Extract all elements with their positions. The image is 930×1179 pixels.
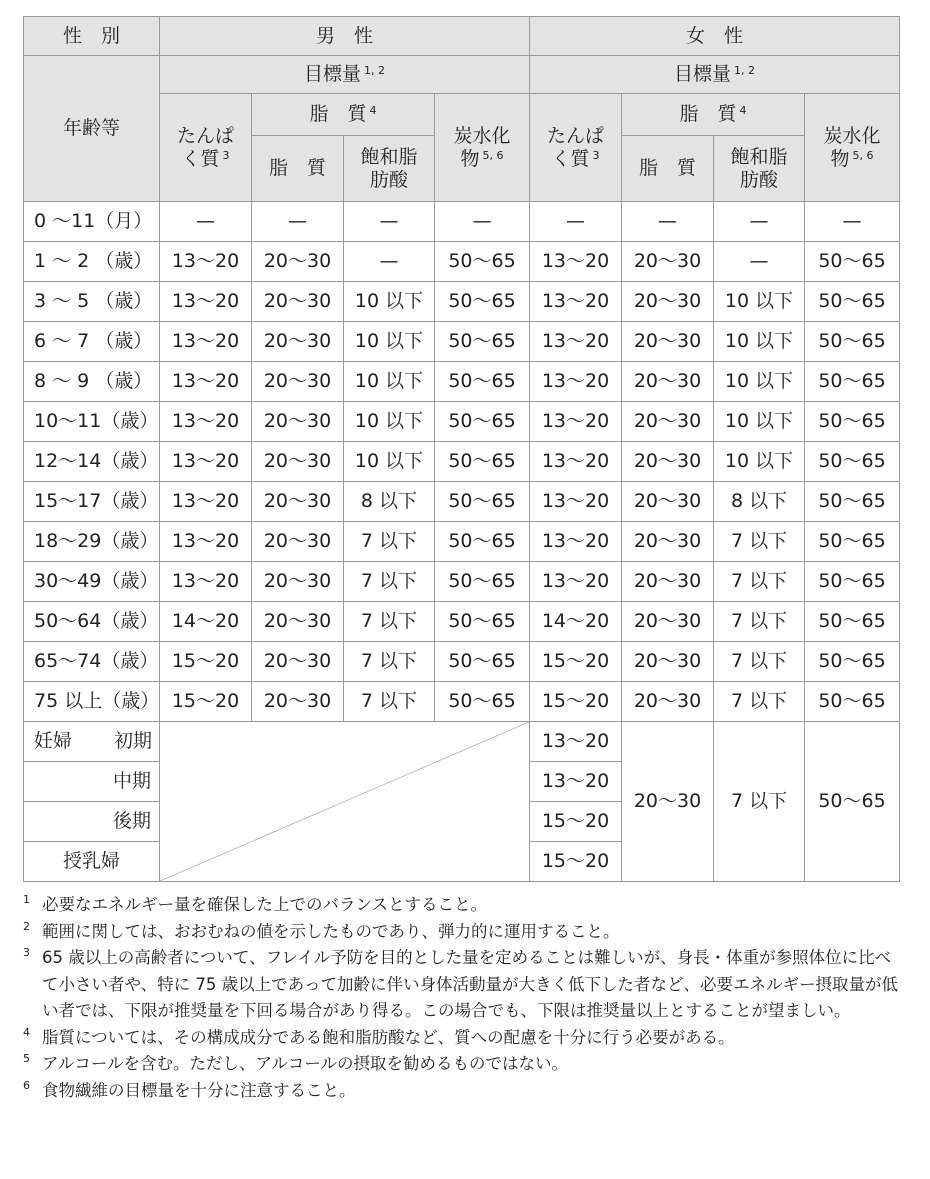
table-row — [24, 482, 900, 522]
male-header: 男 性 — [160, 17, 530, 56]
f-fat-cell: 20～30 — [622, 482, 714, 522]
m-fat-cell: — — [252, 202, 344, 242]
f-sat-cell: 10 以下 — [714, 322, 805, 362]
m-sat-cell: 7 以下 — [344, 562, 435, 602]
age-cell: 10～11（歳） — [24, 402, 160, 442]
footnote — [23, 1078, 903, 1105]
table-row — [24, 522, 900, 562]
f-protein-cell: 15～20 — [530, 682, 622, 722]
f-sat-cell: 10 以下 — [714, 402, 805, 442]
f-fat-cell: 20～30 — [622, 602, 714, 642]
f-sat-cell: 7 以下 — [714, 602, 805, 642]
footnote-text: 食物繊維の目標量を十分に注意すること。 — [42, 1080, 356, 1100]
footnote-number: 5 — [23, 1052, 30, 1065]
f-carb-cell: 50～65 — [805, 602, 900, 642]
pregnant-early-protein: 13～20 — [530, 722, 622, 762]
male-fat-group-header: 脂 質 $^4$ — [252, 94, 435, 136]
footnote-number: 3 — [23, 946, 30, 959]
m-carb-cell: 50～65 — [435, 522, 530, 562]
male-protein-header: たんぱく質 $^3$ — [160, 94, 252, 202]
m-carb-cell: 50～65 — [435, 362, 530, 402]
f-sat-cell: 7 以下 — [714, 562, 805, 602]
age-cell: 1 ～ 2 （歳） — [24, 242, 160, 282]
age-cell: 18～29（歳） — [24, 522, 160, 562]
table-row — [24, 202, 900, 242]
m-carb-cell: 50～65 — [435, 242, 530, 282]
table-row — [24, 442, 900, 482]
lactating-label: 授乳婦 — [24, 842, 160, 882]
footnote — [23, 919, 903, 946]
f-carb-cell: 50～65 — [805, 402, 900, 442]
f-carb-cell: 50～65 — [805, 482, 900, 522]
f-sat-cell: 7 以下 — [714, 642, 805, 682]
table-row — [24, 642, 900, 682]
m-sat-cell: 10 以下 — [344, 322, 435, 362]
male-fat-header: 脂 質 — [252, 136, 344, 202]
f-protein-cell: 13～20 — [530, 482, 622, 522]
table-row — [24, 602, 900, 642]
m-sat-cell: 10 以下 — [344, 442, 435, 482]
sex-header: 性 別 — [24, 17, 160, 56]
m-sat-cell: 7 以下 — [344, 602, 435, 642]
m-fat-cell: 20～30 — [252, 242, 344, 282]
f-fat-cell: 20～30 — [622, 442, 714, 482]
f-sat-cell: — — [714, 242, 805, 282]
table-row — [24, 362, 900, 402]
f-carb-cell: 50～65 — [805, 522, 900, 562]
m-protein-cell: — — [160, 202, 252, 242]
footnote — [23, 1051, 903, 1078]
age-cell: 75 以上（歳） — [24, 682, 160, 722]
footnote-number: 6 — [23, 1078, 30, 1092]
m-protein-cell: 15～20 — [160, 642, 252, 682]
m-fat-cell: 20～30 — [252, 482, 344, 522]
m-fat-cell: 20～30 — [252, 442, 344, 482]
f-sat-cell: 10 以下 — [714, 282, 805, 322]
table-row — [24, 562, 900, 602]
pregnancy-carb: 50～65 — [805, 722, 900, 882]
f-fat-cell: 20～30 — [622, 362, 714, 402]
f-fat-cell: 20～30 — [622, 282, 714, 322]
m-carb-cell: 50～65 — [435, 642, 530, 682]
m-protein-cell: 13～20 — [160, 242, 252, 282]
f-protein-cell: 13～20 — [530, 562, 622, 602]
m-protein-cell: 13～20 — [160, 282, 252, 322]
age-cell: 8 ～ 9 （歳） — [24, 362, 160, 402]
f-protein-cell: 13～20 — [530, 322, 622, 362]
f-protein-cell: 13～20 — [530, 442, 622, 482]
footnote-text: 65 歳以上の高齢者について、フレイル予防を目的とした量を定めることは難しいが、身長・体重が参照体位に比べて小さい者や、特に 75 歳以上であって加齢に伴い身体活動量が大きく低下した者など、必要エネルギー摂取量が低い者では、下限が推奨量を下回る場合があり得る。この場合でも、下限は推奨量以上とすることが望ましい。 — [42, 948, 898, 1020]
table-row — [24, 282, 900, 322]
m-sat-cell: 10 以下 — [344, 282, 435, 322]
f-carb-cell: 50～65 — [805, 242, 900, 282]
f-carb-cell: 50～65 — [805, 322, 900, 362]
f-sat-cell: 8 以下 — [714, 482, 805, 522]
pregnant-late-protein: 15～20 — [530, 802, 622, 842]
table-row — [24, 242, 900, 282]
m-fat-cell: 20～30 — [252, 282, 344, 322]
f-carb-cell: 50～65 — [805, 642, 900, 682]
female-protein-header: たんぱく質 $^3$ — [530, 94, 622, 202]
male-satfat-header: 飽和脂肪酸 — [344, 136, 435, 202]
m-protein-cell: 13～20 — [160, 322, 252, 362]
m-protein-cell: 15～20 — [160, 682, 252, 722]
f-sat-cell: 7 以下 — [714, 682, 805, 722]
m-fat-cell: 20～30 — [252, 362, 344, 402]
m-fat-cell: 20～30 — [252, 562, 344, 602]
f-carb-cell: 50～65 — [805, 442, 900, 482]
male-target-header: 目標量 $^{1, 2}$ — [160, 56, 530, 94]
age-header: 年齢等 — [24, 56, 160, 202]
m-fat-cell: 20～30 — [252, 602, 344, 642]
pregnant-early-label: 妊婦 初期 — [24, 722, 160, 762]
footnote-text: 範囲に関しては、おおむねの値を示したものであり、弾力的に運用すること。 — [42, 921, 620, 941]
age-cell: 0 ～11（月） — [24, 202, 160, 242]
footnote-text: 脂質については、その構成成分である飽和脂肪酸など、質への配慮を十分に行う必要がある。 — [42, 1027, 735, 1047]
f-fat-cell: 20～30 — [622, 562, 714, 602]
m-carb-cell: 50～65 — [435, 562, 530, 602]
age-cell: 30～49（歳） — [24, 562, 160, 602]
footnote-text: 必要なエネルギー量を確保した上でのバランスとすること。 — [42, 895, 488, 914]
f-carb-cell: — — [805, 202, 900, 242]
m-sat-cell: — — [344, 242, 435, 282]
m-protein-cell: 13～20 — [160, 562, 252, 602]
pregnant-late-label: 後期 — [24, 802, 160, 842]
f-sat-cell: 10 以下 — [714, 362, 805, 402]
nutrition-target-table — [23, 16, 900, 882]
female-carb-header: 炭水化物 $^{5, 6}$ — [805, 94, 900, 202]
pregnant-mid-label: 中期 — [24, 762, 160, 802]
m-fat-cell: 20～30 — [252, 322, 344, 362]
m-protein-cell: 13～20 — [160, 442, 252, 482]
f-fat-cell: 20～30 — [622, 242, 714, 282]
pregnant-mid-protein: 13～20 — [530, 762, 622, 802]
m-carb-cell: 50～65 — [435, 282, 530, 322]
pregnancy-satfat: 7 以下 — [714, 722, 805, 882]
f-sat-cell: 10 以下 — [714, 442, 805, 482]
female-satfat-header: 飽和脂肪酸 — [714, 136, 805, 202]
f-protein-cell: 15～20 — [530, 642, 622, 682]
table-row — [24, 322, 900, 362]
m-fat-cell: 20～30 — [252, 682, 344, 722]
footnote — [23, 892, 903, 919]
m-fat-cell: 20～30 — [252, 402, 344, 442]
m-sat-cell: — — [344, 202, 435, 242]
female-target-header: 目標量 $^{1, 2}$ — [530, 56, 900, 94]
f-protein-cell: 13～20 — [530, 242, 622, 282]
m-fat-cell: 20～30 — [252, 642, 344, 682]
footnote-number: 4 — [23, 1025, 30, 1039]
age-cell: 65～74（歳） — [24, 642, 160, 682]
m-carb-cell: 50～65 — [435, 602, 530, 642]
age-cell: 3 ～ 5 （歳） — [24, 282, 160, 322]
m-sat-cell: 7 以下 — [344, 522, 435, 562]
f-protein-cell: 13～20 — [530, 282, 622, 322]
female-header: 女 性 — [530, 17, 900, 56]
m-protein-cell: 13～20 — [160, 482, 252, 522]
f-protein-cell: — — [530, 202, 622, 242]
f-fat-cell: — — [622, 202, 714, 242]
not-applicable-diagonal — [160, 722, 530, 882]
table-row — [24, 402, 900, 442]
f-protein-cell: 13～20 — [530, 362, 622, 402]
f-carb-cell: 50～65 — [805, 362, 900, 402]
f-fat-cell: 20～30 — [622, 522, 714, 562]
age-cell: 12～14（歳） — [24, 442, 160, 482]
footnote — [23, 1025, 903, 1052]
footnote-number: 1 — [23, 893, 30, 906]
age-cell: 50～64（歳） — [24, 602, 160, 642]
f-protein-cell: 14～20 — [530, 602, 622, 642]
f-protein-cell: 13～20 — [530, 522, 622, 562]
m-protein-cell: 13～20 — [160, 362, 252, 402]
f-fat-cell: 20～30 — [622, 402, 714, 442]
footnote-number: 2 — [23, 919, 30, 933]
age-cell: 6 ～ 7 （歳） — [24, 322, 160, 362]
m-sat-cell: 7 以下 — [344, 642, 435, 682]
m-sat-cell: 8 以下 — [344, 482, 435, 522]
m-sat-cell: 10 以下 — [344, 402, 435, 442]
m-carb-cell: 50～65 — [435, 682, 530, 722]
pregnancy-fat: 20～30 — [622, 722, 714, 882]
m-sat-cell: 7 以下 — [344, 682, 435, 722]
footnote — [23, 945, 903, 1025]
f-fat-cell: 20～30 — [622, 322, 714, 362]
f-carb-cell: 50～65 — [805, 682, 900, 722]
m-protein-cell: 14～20 — [160, 602, 252, 642]
m-carb-cell: 50～65 — [435, 322, 530, 362]
m-fat-cell: 20～30 — [252, 522, 344, 562]
f-carb-cell: 50～65 — [805, 282, 900, 322]
m-carb-cell: 50～65 — [435, 402, 530, 442]
m-protein-cell: 13～20 — [160, 402, 252, 442]
f-sat-cell: — — [714, 202, 805, 242]
male-carb-header: 炭水化物 $^{5, 6}$ — [435, 94, 530, 202]
age-cell: 15～17（歳） — [24, 482, 160, 522]
f-sat-cell: 7 以下 — [714, 522, 805, 562]
footnote-text: アルコールを含む。ただし、アルコールの摂取を勧めるものではない。 — [42, 1054, 569, 1073]
female-fat-header: 脂 質 — [622, 136, 714, 202]
m-carb-cell: — — [435, 202, 530, 242]
m-protein-cell: 13～20 — [160, 522, 252, 562]
m-carb-cell: 50～65 — [435, 482, 530, 522]
female-fat-group-header: 脂 質 $^4$ — [622, 94, 805, 136]
f-fat-cell: 20～30 — [622, 642, 714, 682]
m-sat-cell: 10 以下 — [344, 362, 435, 402]
footnotes — [23, 892, 903, 1104]
f-carb-cell: 50～65 — [805, 562, 900, 602]
f-fat-cell: 20～30 — [622, 682, 714, 722]
table-row — [24, 682, 900, 722]
m-carb-cell: 50～65 — [435, 442, 530, 482]
f-protein-cell: 13～20 — [530, 402, 622, 442]
lactating-protein: 15～20 — [530, 842, 622, 882]
